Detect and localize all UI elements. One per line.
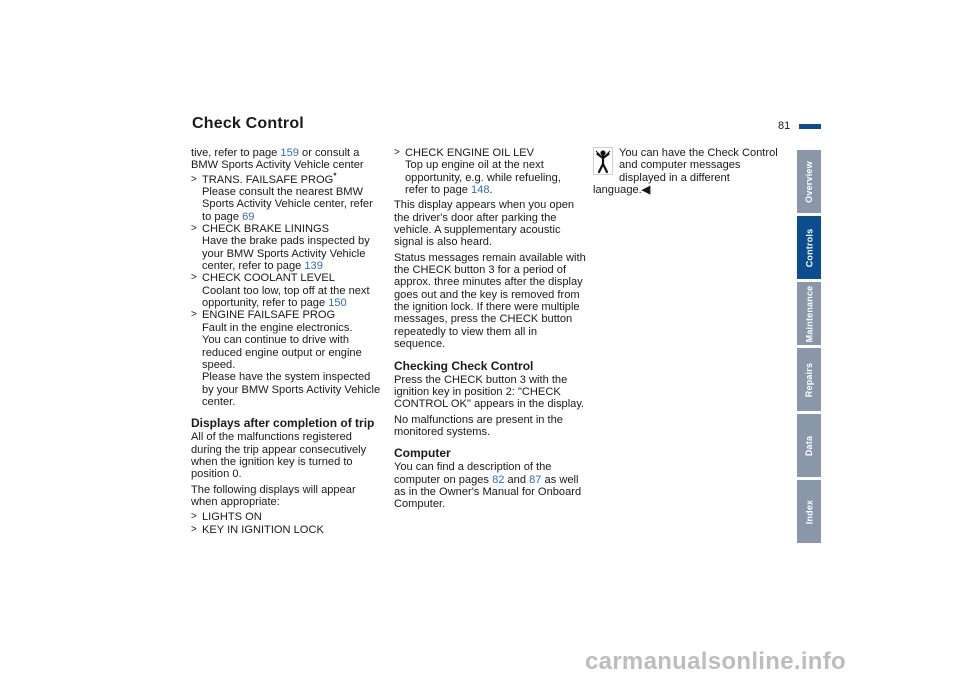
list-item: > ENGINE FAILSAFE PROG Fault in the engine electronics. You can continue to drive with reduced engine output or engine speed. Please have the system inspected by your BMW Sports Activity Vehicle center. <box>191 309 383 408</box>
page-title: Check Control <box>192 115 304 132</box>
tab-index[interactable]: Index <box>797 480 821 543</box>
list-item: > KEY IN IGNITION LOCK <box>191 524 383 536</box>
paragraph: The following displays will appear when appropriate: <box>191 483 356 508</box>
section-heading: Displays after completion of trip <box>191 416 375 431</box>
paragraph: tive, refer to page 159 or consult a BMW Sports Activity Vehicle center <box>191 147 364 172</box>
paragraph: This display appears when you open the driver's door after parking the vehicle. A supplementary acoustic signal is also heard. <box>394 199 575 249</box>
tab-overview[interactable]: Overview <box>797 150 821 213</box>
page-link[interactable]: 148 <box>471 184 490 197</box>
page-number: 81 <box>778 120 791 132</box>
page-link[interactable]: 82 <box>492 473 505 486</box>
paragraph: Press the CHECK button 3 with the ignition key in position 2: "CHECK CONTROL OK" appears in the display. <box>394 373 585 411</box>
list-item: > CHECK COOLANT LEVEL Coolant too low, top off at the next opportunity, refer to page 150 <box>191 272 383 309</box>
paragraph: Status messages remain available with the CHECK button 3 for a period of approx. three minutes after the display goes out and the key is removed from the ignition lock. If there were multiple messages, press the CHECK button repeatedly to view them all in sequence. <box>394 251 586 351</box>
asterisk-icon: * <box>333 171 337 180</box>
list-item: > CHECK ENGINE OIL LEV Top up engine oil at the next opportunity, e.g. while refueling, refer to page 148. <box>394 147 586 196</box>
tab-data[interactable]: Data <box>797 414 821 477</box>
watermark: carmanualsonline.info <box>585 648 847 675</box>
column-3 <box>593 147 785 196</box>
list-item: > CHECK BRAKE LININGS Have the brake pads inspected by your BMW Sports Activity Vehicle center, refer to page 139 <box>191 223 383 272</box>
paragraph: You can find a description of the computer on pages 82 and 87 as well as in the Owner's Manual for Onboard Computer. <box>394 461 582 511</box>
tab-maintenance[interactable]: Maintenance <box>797 282 821 345</box>
section-heading: Checking Check Control <box>394 358 534 373</box>
page-link[interactable]: 150 <box>328 297 347 310</box>
page-link[interactable]: 159 <box>280 147 299 159</box>
list-item: > LIGHTS ON <box>191 511 383 523</box>
list-item: > TRANS. FAILSAFE PROG* Please consult the nearest BMW Sports Activity Vehicle center, refer to page 69 <box>191 174 383 223</box>
page-marker <box>799 124 821 129</box>
section-heading: Computer <box>394 446 451 461</box>
note-text: You can have the Check Control and computer messages displayed in a different language.◀ <box>593 147 778 197</box>
page-link[interactable]: 87 <box>529 473 542 486</box>
end-mark-icon: ◀ <box>641 184 651 197</box>
tab-controls[interactable]: Controls <box>797 216 821 279</box>
paragraph: No malfunctions are present in the monitored systems. <box>394 413 563 438</box>
column-2 <box>394 147 586 513</box>
page-link[interactable]: 69 <box>242 210 255 223</box>
page-link[interactable]: 139 <box>304 260 323 273</box>
tab-repairs[interactable]: Repairs <box>797 348 821 411</box>
person-note-icon <box>593 147 613 175</box>
paragraph: All of the malfunctions registered during the trip appear consecutively when the ignition key is turned to position 0. <box>191 431 367 481</box>
column-1 <box>191 147 383 536</box>
